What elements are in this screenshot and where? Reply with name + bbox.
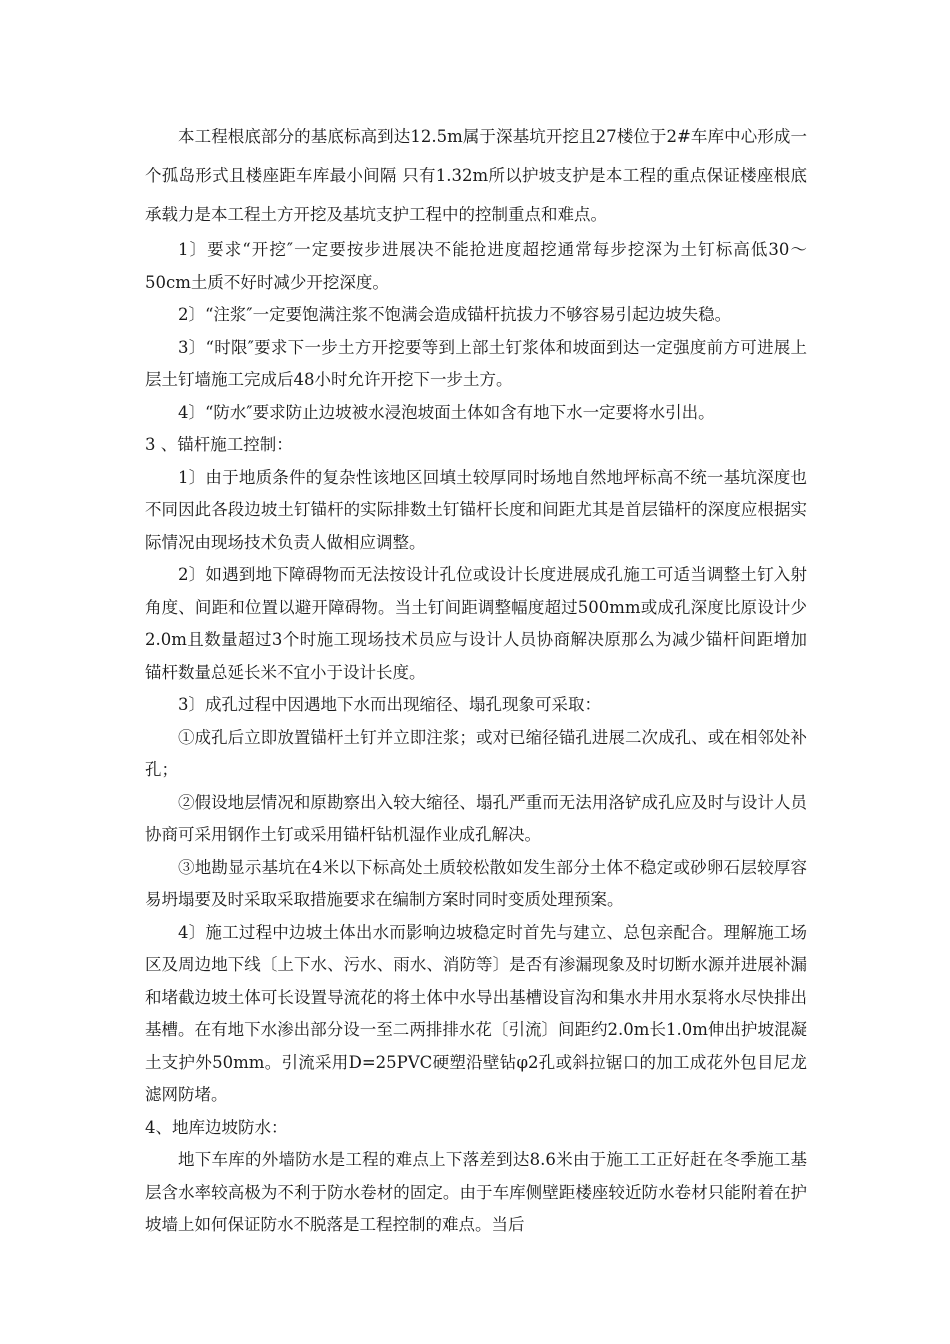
paragraph-measure-2: ②假设地层情况和原勘察出入较大缩径、塌孔严重而无法用洛铲成孔应及时与设计人员协商可采用钢作土钉或采用锚杆钻机湿作业成孔解决。 <box>145 792 807 844</box>
paragraph-geology-adjustment: 1〕由于地质条件的复杂性该地区回填土较厚同时场地自然地坪标高不统一基坑深度也不同因此各段边坡土钉锚杆的实际排数土钉锚杆长度和间距尤其是首层锚杆的深度应根据实际情况由现场技术负责人做相应调整。 <box>145 467 807 552</box>
paragraph-grouting-requirement: 2〕“注浆″一定要饱满注浆不饱满会造成锚杆抗拔力不够容易引起边坡失稳。 <box>178 305 732 324</box>
paragraph-excavation-requirement: 1〕要求“开挖″一定要按步进展决不能抢进度超挖通常每步挖深为土钉标高低30～50cm土质不好时减少开挖深度。 <box>145 240 807 292</box>
paragraph-slope-water-handling: 4〕施工过程中边坡土体出水而影响边坡稳定时首先与建立、总包亲配合。理解施工场区及周边地下线〔上下水、污水、雨水、消防等〕是否有渗漏现象及时切断水源并进展补漏和堵截边坡土体可长设置导流花的将土体中水导出基槽设盲沟和集水井用水泵将水尽快排出基槽。在有地下水渗出部分设一至二两排排水花〔引流〕间距约2.0m长1.0m伸出护坡混凝土支护外50mm。引流采用D=25PVC硬塑沿壁钻φ2孔或斜拉锯口的加工成花外包目尼龙滤网防堵。 <box>145 922 807 1104</box>
paragraph-basement-waterproofing: 地下车库的外墙防水是工程的难点上下落差到达8.6米由于施工工正好赶在冬季施工基层含水率较高极为不利于防水卷材的固定。由于车库侧壁距楼座较近防水卷材只能附着在护坡墙上如何保证防水不脱落是工程控制的难点。当后 <box>145 1150 807 1234</box>
paragraph-intro: 本工程根底部分的基底标高到达12.5m属于深基坑开挖且27楼位于2#车库中心形成一个孤岛形式且楼座距车库最小间隔 只有1.32m所以护坡支护是本工程的重点保证楼座根底承载力是本工程土方开挖及基坑支护工程中的控制重点和难点。 <box>145 127 807 224</box>
paragraph-obstacle-handling: 2〕如遇到地下障碍物而无法按设计孔位或设计长度进展成孔施工可适当调整土钉入射角度、间距和位置以避开障碍物。当土钉间距调整幅度超过500mm或成孔深度比原设计少2.0m且数量超过3个时施工现场技术员应与设计人员协商解决原那么为减少锚杆间距增加锚杆数量总延长米不宜小于设计长度。 <box>145 565 807 682</box>
paragraph-measure-1: ①成孔后立即放置锚杆土钉并立即注浆；或对已缩径锚孔进展二次成孔、或在相邻处补孔； <box>145 727 807 779</box>
paragraph-time-limit-requirement: 3〕“时限″要求下一步土方开挖要等到上部土钉浆体和坡面到达一定强度前方可进展上层土钉墙施工完成后48小时允许开挖下一步土方。 <box>145 337 807 389</box>
document-page <box>145 117 807 1242</box>
section-heading-anchor-control: 3 、锚杆施工控制： <box>145 435 293 454</box>
paragraph-measure-3: ③地勘显示基坑在4米以下标高处土质较松散如发生部分土体不稳定或砂卵石层较厚容易坍塌要及时采取采取措施要求在编制方案时同时变质处理预案。 <box>145 857 807 909</box>
section-heading-basement-waterproofing: 4、地库边坡防水： <box>145 1117 288 1137</box>
paragraph-groundwater-measures: 3〕成孔过程中因遇地下水而出现缩径、塌孔现象可采取： <box>178 695 601 714</box>
paragraph-waterproof-requirement: 4〕“防水″要求防止边坡被水浸泡坡面土体如含有地下水一定要将水引出。 <box>178 402 715 422</box>
